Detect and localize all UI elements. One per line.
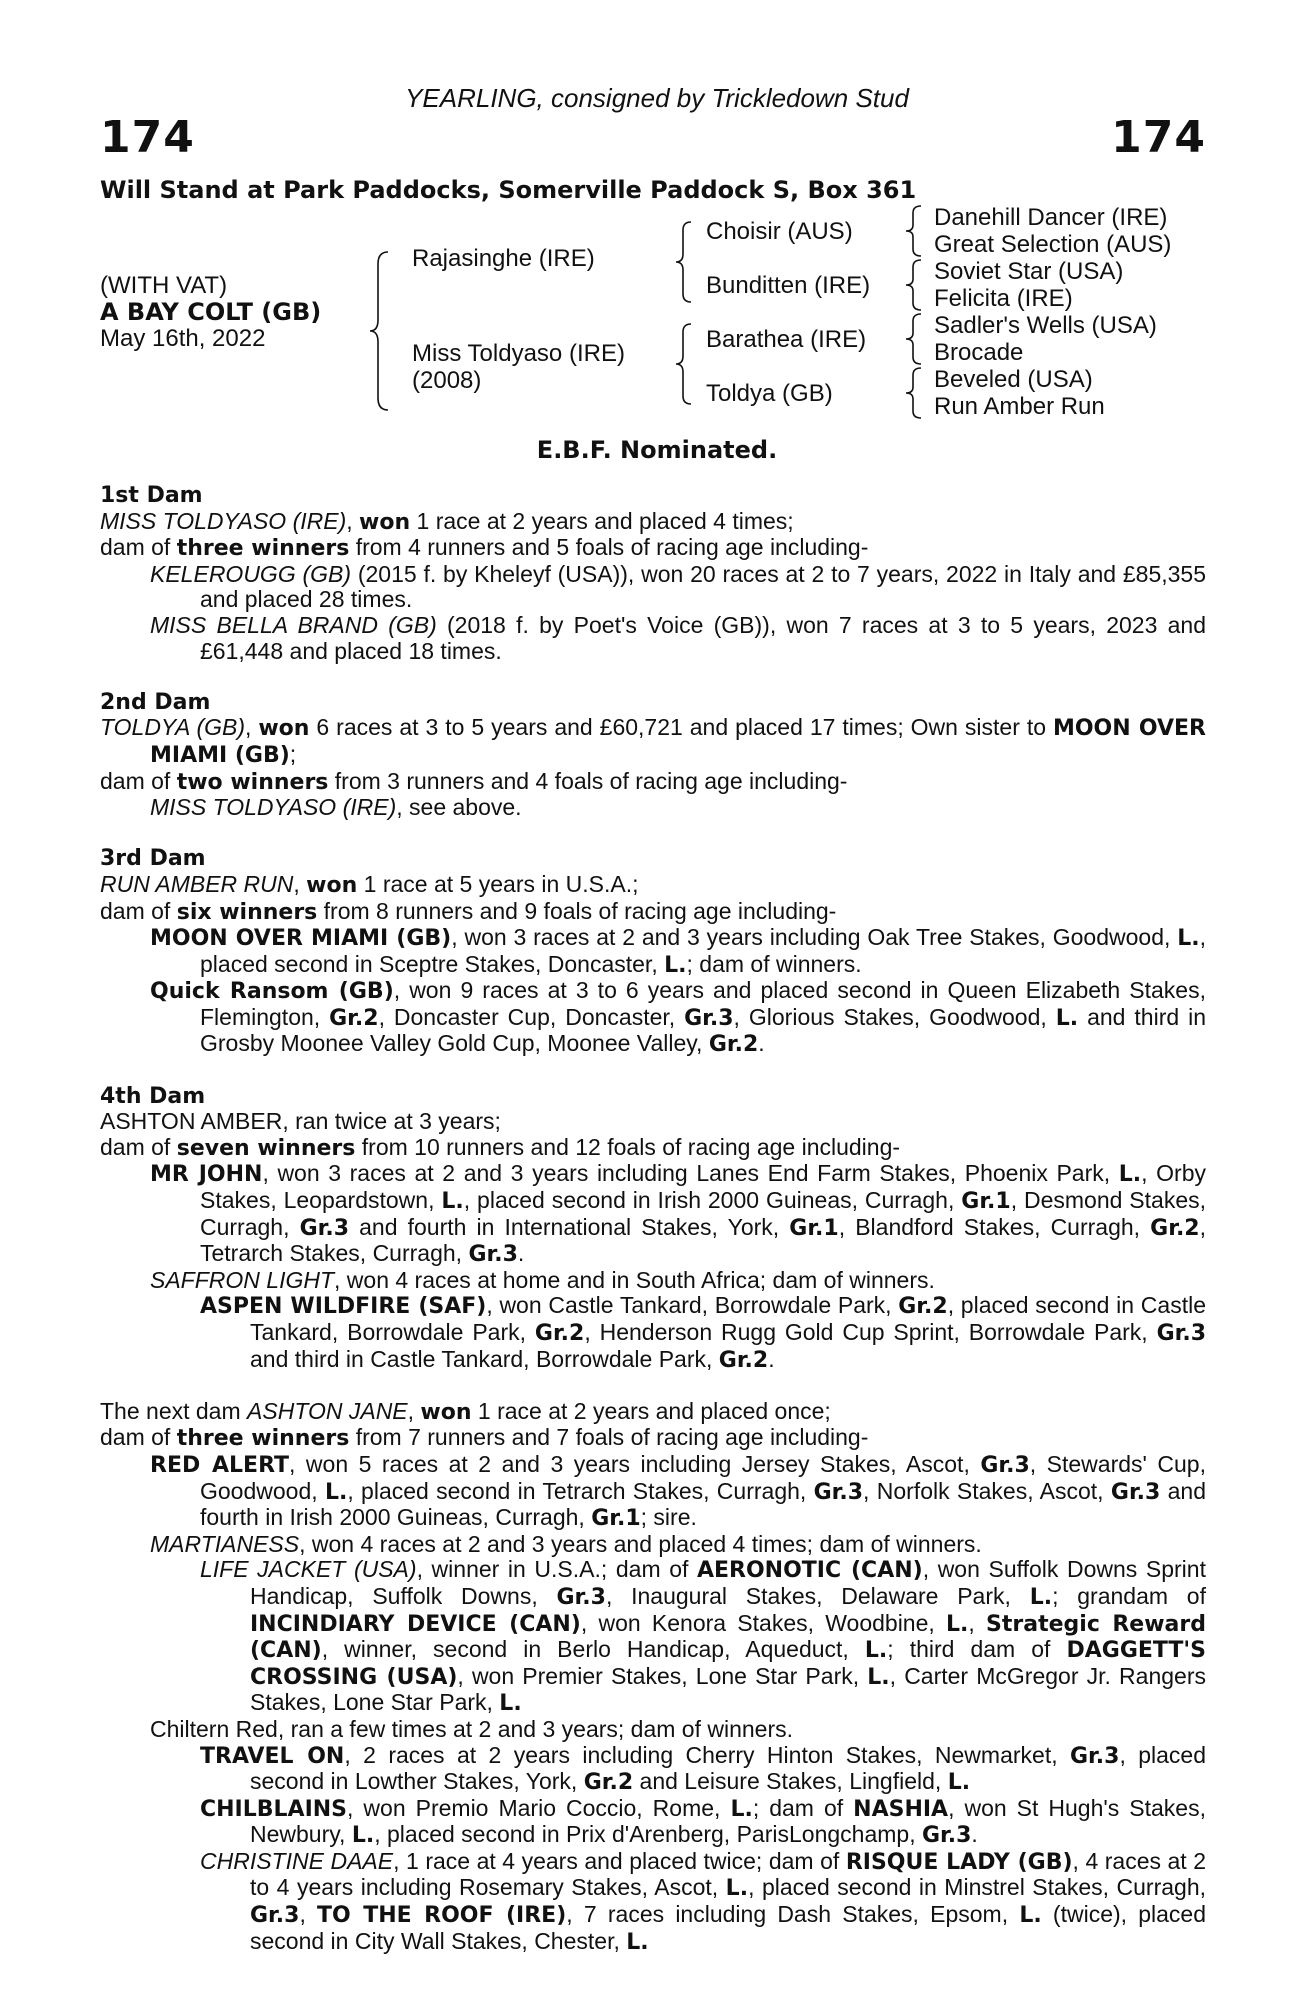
consignment-line: YEARLING, consigned by Trickledown Stud [405, 83, 909, 113]
lot-number-right: 174 [1111, 112, 1206, 163]
sss: Danehill Dancer (IRE) [934, 204, 1168, 231]
ss-brace [904, 204, 924, 258]
ssd: Great Selection (AUS) [934, 231, 1172, 258]
produce-entry: SAFFRON LIGHT, won 4 races at home and in South Africa; dam of winners. [150, 1266, 935, 1293]
third-dam-produce: dam of six winners from 8 runners and 9 foals of racing age including- [100, 897, 837, 925]
produce-entry: MARTIANESS, won 4 races at 2 and 3 years and placed 4 times; dam of winners. [150, 1530, 982, 1557]
grand-produce-entry: CHRISTINE DAAE, 1 race at 4 years and placed twice; dam of RISQUE LADY (GB), 4 races at 2 to 4 years including Rosemary Stakes, Ascot, L., placed second in Minstrel Stakes, Curragh, Gr.3, TO THE ROOF (IRE), 7 races including Dash Stakes, Epsom, L. (twice), placed second in City Wall Stakes, Chester, L. [200, 1847, 1207, 1955]
ebf-note: E.B.F. Nominated. [536, 436, 778, 464]
dam-year: (2008) [412, 367, 482, 394]
second-dam-produce: dam of two winners from 3 runners and 4 foals of racing age including- [100, 767, 848, 795]
lot-number-left: 174 [100, 112, 195, 163]
third-dam-line: RUN AMBER RUN, won 1 race at 5 years in U.S.A.; [100, 870, 639, 898]
produce-entry: KELEROUGG (GB) (2015 f. by Kheleyf (USA)), won 20 races at 2 to 7 years, 2022 in Italy and £85,355 and placed 28 times. [150, 560, 1206, 613]
sdd: Felicita (IRE) [934, 285, 1073, 312]
sd-brace [904, 258, 924, 312]
sire-sire: Choisir (AUS) [706, 218, 853, 245]
horse-name: A BAY COLT (GB) [100, 298, 322, 326]
fourth-dam-heading: 4th Dam [100, 1083, 206, 1109]
pedigree-brace [368, 250, 392, 412]
first-dam-line: MISS TOLDYASO (IRE), won 1 race at 2 years and placed 4 times; [100, 507, 794, 535]
dss: Sadler's Wells (USA) [934, 312, 1157, 339]
next-dam-line: The next dam ASHTON JANE, won 1 race at 2 years and placed once; [100, 1397, 831, 1425]
dam-brace [674, 322, 694, 406]
dam-name: Miss Toldyaso (IRE) [412, 340, 625, 367]
sire-name: Rajasinghe (IRE) [412, 245, 595, 272]
dd-brace [904, 366, 924, 420]
produce-entry: MOON OVER MIAMI (GB), won 3 races at 2 and 3 years including Oak Tree Stakes, Goodwood, L., placed second in Sceptre Stakes, Doncaster, L.; dam of winners. [150, 924, 1207, 978]
fourth-dam-produce: dam of seven winners from 10 runners and 12 foals of racing age including- [100, 1133, 901, 1161]
dds: Beveled (USA) [934, 366, 1093, 393]
first-dam-heading: 1st Dam [100, 483, 203, 508]
catalogue-text [100, 483, 1206, 1955]
vat-note: (WITH VAT) [100, 272, 228, 299]
produce-entry: MISS TOLDYASO (IRE), see above. [150, 794, 522, 821]
sire-dam: Bunditten (IRE) [706, 272, 871, 299]
grand-produce-entry: LIFE JACKET (USA), winner in U.S.A.; dam of AERONOTIC (CAN), won Suffolk Downs Sprint Handicap, Suffolk Downs, Gr.3, Inaugural Stakes, Delaware Park, L.; grandam of INCINDIARY DEVICE (CAN), won Kenora Stakes, Woodbine, L., Strategic Reward (CAN), winner, second in Berlo Handicap, Aqueduct, L.; third dam of DAGGETT'S CROSSING (USA), won Premier Stakes, Lone Star Park, L., Carter McGregor Jr. Rangers Stakes, Lone Star Park, L. [200, 1556, 1206, 1717]
dsd: Brocade [934, 339, 1024, 366]
ds-brace [904, 312, 924, 366]
produce-entry: MR JOHN, won 3 races at 2 and 3 years including Lanes End Farm Stakes, Phoenix Park, L., Orby Stakes, Leopardstown, L., placed second in Irish 2000 Guineas, Curragh, Gr.1, Desmond Stakes, Curragh, Gr.3 and fourth in International Stakes, York, Gr.1, Blandford Stakes, Curragh, Gr.2, Tetrarch Stakes, Curragh, Gr.3. [150, 1160, 1207, 1268]
grand-produce-entry: ASPEN WILDFIRE (SAF), won Castle Tankard, Borrowdale Park, Gr.2, placed second in Castle Tankard, Borrowdale Park, Gr.2, Henderson Rugg Gold Cup Sprint, Borrowdale Park, Gr.3 and third in Castle Tankard, Borrowdale Park, Gr.2. [200, 1292, 1207, 1373]
produce-entry: Chiltern Red, ran a few times at 2 and 3 years; dam of winners. [150, 1715, 794, 1742]
produce-entry: Quick Ransom (GB), won 9 races at 3 to 6 years and placed second in Queen Elizabeth Stakes, Flemington, Gr.2, Doncaster Cup, Doncaster, Gr.3, Glorious Stakes, Goodwood, L. and third in Grosby Moonee Valley Gold Cup, Moonee Valley, Gr.2. [150, 977, 1206, 1058]
grand-produce-entry: CHILBLAINS, won Premio Mario Coccio, Rome, L.; dam of NASHIA, won St Hugh's Stakes, Newbury, L., placed second in Prix d'Arenberg, ParisLongchamp, Gr.3. [200, 1794, 1206, 1849]
fourth-dam-line: ASHTON AMBER, ran twice at 3 years; [100, 1108, 501, 1135]
second-dam-line: TOLDYA (GB), won 6 races at 3 to 5 years and £60,721 and placed 17 times; Own sister to MOON OVER MIAMI (GB); [100, 714, 1206, 768]
sire-brace [674, 220, 694, 304]
dam-sire: Barathea (IRE) [706, 326, 867, 353]
produce-entry: RED ALERT, won 5 races at 2 and 3 years including Jersey Stakes, Ascot, Gr.3, Stewards' Cup, Goodwood, L., placed second in Tetrarch Stakes, Curragh, Gr.3, Norfolk Stakes, Ascot, Gr.3 and fourth in Irish 2000 Guineas, Curragh, Gr.1; sire. [150, 1450, 1207, 1532]
dam-dam: Toldya (GB) [706, 380, 833, 407]
sds: Soviet Star (USA) [934, 258, 1124, 285]
foaled-date: May 16th, 2022 [100, 325, 266, 352]
stand-location: Will Stand at Park Paddocks, Somerville Paddock S, Box 361 [100, 176, 917, 204]
produce-entry: MISS BELLA BRAND (GB) (2018 f. by Poet's Voice (GB)), won 7 races at 3 to 5 years, 2023 and £61,448 and placed 18 times. [150, 611, 1206, 664]
second-dam-heading: 2nd Dam [100, 689, 211, 715]
ddd: Run Amber Run [934, 393, 1105, 420]
first-dam-produce: dam of three winners from 4 runners and 5 foals of racing age including- [100, 534, 869, 562]
next-dam-produce: dam of three winners from 7 runners and 7 foals of racing age including- [100, 1424, 869, 1452]
third-dam-heading: 3rd Dam [100, 846, 206, 872]
grand-produce-entry: TRAVEL ON, 2 races at 2 years including Cherry Hinton Stakes, Newmarket, Gr.3, placed second in Lowther Stakes, York, Gr.2 and Leisure Stakes, Lingfield, L. [200, 1741, 1206, 1796]
